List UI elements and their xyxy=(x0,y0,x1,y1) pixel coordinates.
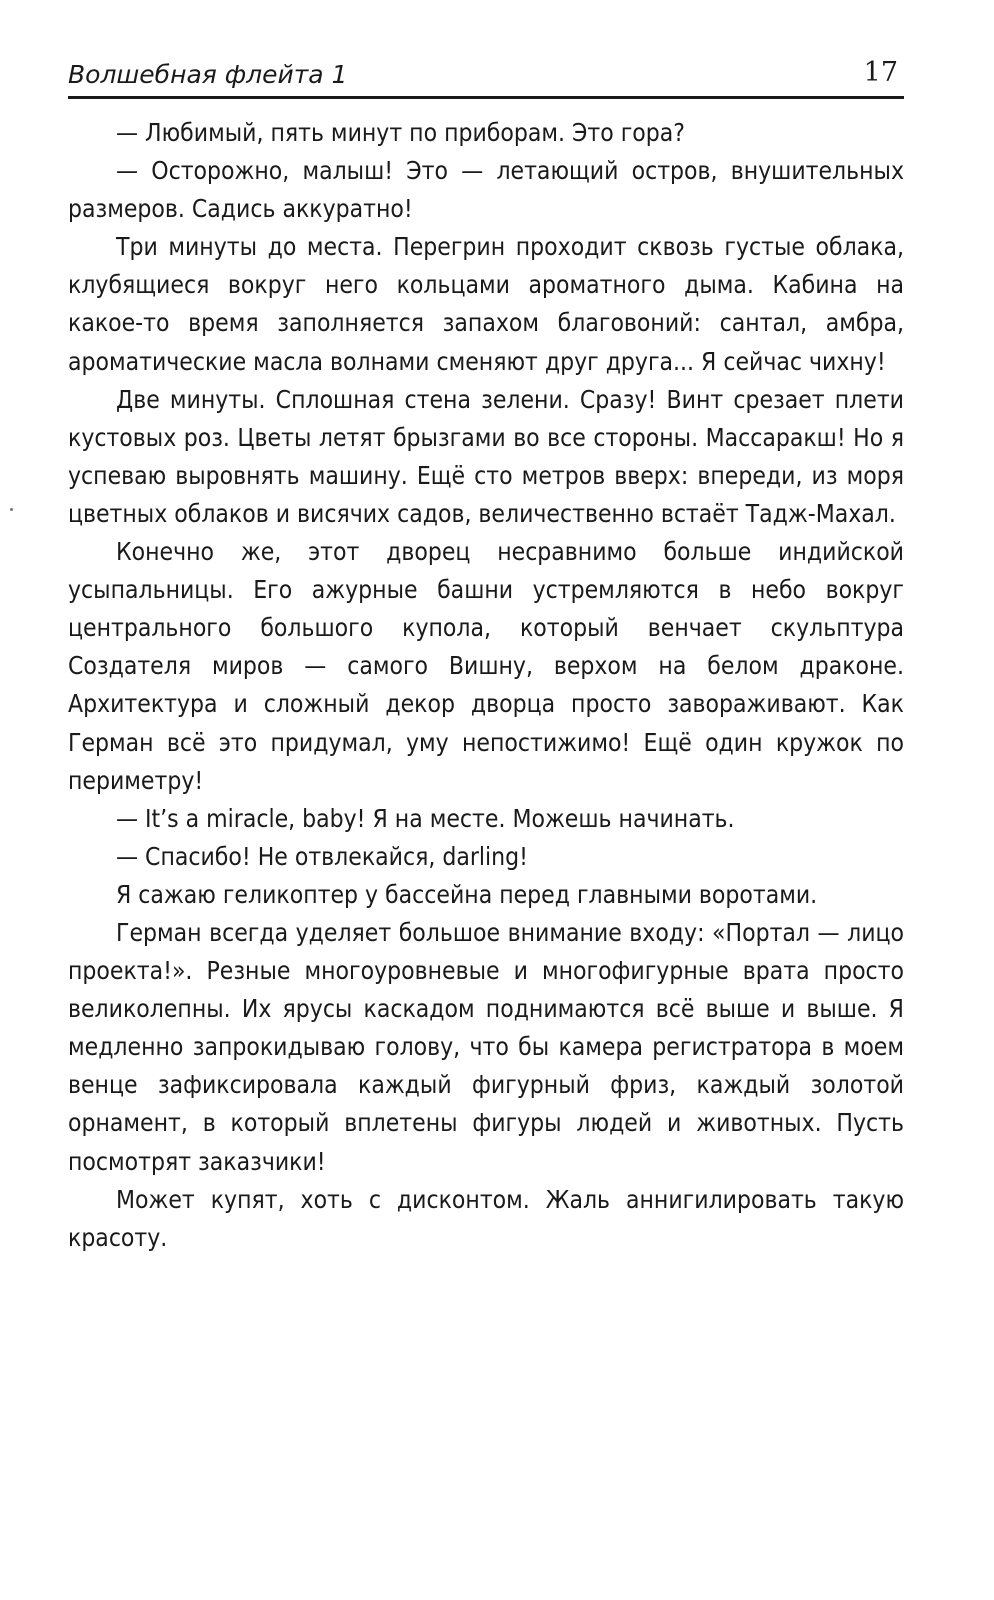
paragraph-1: — Любимый, пять минут по приборам. Это гора? xyxy=(116,118,685,147)
paragraph-5: Конечно же, этот дворец несравнимо больше индийской усыпальницы. Его ажурные башни устремляются в небо вокруг центрального большого купола, который венчает скульптура Создателя миров — самого Вишну, верхом на белом драконе. Архитектура и сложный декор дворца просто завораживают. Как Герман всё это придумал, уму непостижимо! Ещё один кружок по периметру! xyxy=(68,537,904,795)
paragraph-10: Может купят, хоть с дисконтом. Жаль аннигилировать такую красоту. xyxy=(68,1184,904,1252)
book-title: Волшебная флейта 1 xyxy=(68,60,348,89)
paragraph-3: Три минуты до места. Перегрин проходит сквозь густые облака, клубящиеся вокруг него кольцами ароматного дыма. Кабина на какое-то время заполняется запахом благовоний: сантал, амбра, ароматические масла волнами сменяют друг друга... Я сейчас чихну! xyxy=(68,232,904,376)
paragraph-9: Герман всегда уделяет большое внимание входу: «Портал — лицо проекта!». Резные многоуровневые и многофигурные врата просто великолепны. Их ярусы каскадом поднимаются всё выше и выше. Я медленно запрокидываю голову, что бы камера регистратора в моем венце зафиксировала каждый фигурный фриз, каждый золотой орнамент, в который вплетены фигуры людей и животных. Пусть посмотрят заказчики! xyxy=(68,917,904,1176)
paragraph-2: — Осторожно, малыш! Это — летающий остров, внушительных размеров. Садись аккуратно! xyxy=(68,156,904,224)
paragraph-8: Я сажаю геликоптер у бассейна перед главными воротами. xyxy=(116,879,818,909)
page-number: 17 xyxy=(863,57,898,88)
paragraph-7: — Спасибо! Не отвлекайся, darling! xyxy=(116,841,528,871)
paragraph-4: Две минуты. Сплошная стена зелени. Сразу! Винт срезает плети кустовых роз. Цветы летят брызгами во все стороны. Массаракш! Но я успеваю выровнять машину. Ещё сто метров вверх: впереди, из моря цветных облаков и висячих садов, величественно встаёт Тадж-Махал. xyxy=(68,384,904,528)
margin-speck xyxy=(10,508,13,511)
paragraph-6: — It’s a miracle, baby! Я на месте. Можешь начинать. xyxy=(116,803,735,833)
running-header xyxy=(68,56,904,99)
body-text xyxy=(68,114,904,1257)
